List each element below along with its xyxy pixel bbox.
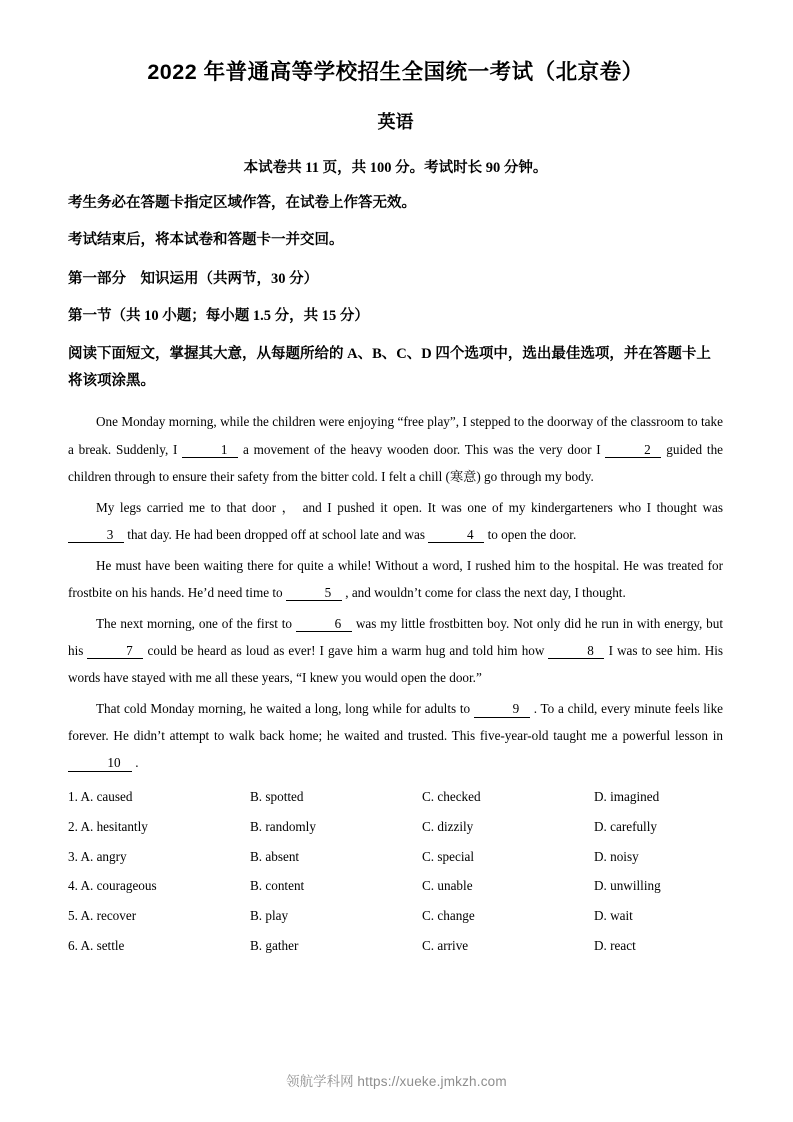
option-a[interactable]: 1. A. caused <box>68 789 133 805</box>
option-b[interactable]: B. play <box>250 908 289 924</box>
passage-text: He must have been waiting there for quite a while! Without a word, I rushed him to the hospital. He was treated for frostbite on his hands. He’d need time to <box>68 557 723 600</box>
page-title: 2022 年普通高等学校招生全国统一考试（北京卷） <box>147 60 644 84</box>
passage-text: , and wouldn’t come for class the next day, I thought. <box>345 584 626 600</box>
blank-6: 6 <box>296 617 352 633</box>
page-content <box>68 60 723 968</box>
option-d[interactable]: D. wait <box>594 908 633 924</box>
passage-text: that day. He had been dropped off at school late and was <box>127 526 426 542</box>
instruction-text: 阅读下面短文，掌握其大意，从每题所给的 A、B、C、D 四个选项中，选出最佳选项，并在答题卡上将该项涂黑。 <box>68 345 711 389</box>
option-d[interactable]: D. noisy <box>594 848 639 864</box>
passage-text: . To a child, every minute feels like forever. He didn’t attempt to walk back home; he waited and trusted. This five-year-old taught me a powerful lesson in <box>68 701 724 744</box>
passage-text: to open the door. <box>487 526 577 542</box>
question-row <box>68 909 723 922</box>
passage-text: I was to see him. His words have stayed with me all these years, “I knew you would open the door.” <box>68 642 724 686</box>
part-heading: 第一部分 知识运用（共两节，30 分） <box>68 270 319 287</box>
passage-text: guided the children through to ensure their safety from the bitter cold. I felt a chill (寒意) go through my body. <box>68 441 724 484</box>
question-row <box>68 790 723 803</box>
passage-paragraph-2 <box>68 494 723 548</box>
option-b[interactable]: B. gather <box>250 937 299 953</box>
option-a[interactable]: 4. A. courageous <box>68 878 157 894</box>
question-row <box>68 850 723 863</box>
option-a[interactable]: 5. A. recover <box>68 908 137 924</box>
options-list <box>68 790 723 952</box>
passage-paragraph-1 <box>68 408 723 489</box>
footer-brand: 领航学科网 <box>286 1074 354 1089</box>
exam-info-line: 本试卷共 11 页，共 100 分。考试时长 90 分钟。 <box>243 159 548 176</box>
option-a[interactable]: 6. A. settle <box>68 937 125 953</box>
option-b[interactable]: B. content <box>250 878 305 894</box>
option-d[interactable]: D. carefully <box>594 818 657 834</box>
option-c[interactable]: C. unable <box>422 878 473 894</box>
blank-8: 8 <box>548 644 604 660</box>
passage-text: . <box>135 755 139 771</box>
option-a[interactable]: 2. A. hesitantly <box>68 818 148 834</box>
question-row <box>68 820 723 833</box>
blank-3: 3 <box>68 528 124 544</box>
passage-text: The next morning, one of the first to <box>96 615 293 631</box>
blank-5: 5 <box>286 586 342 602</box>
question-row <box>68 939 723 952</box>
question-row <box>68 879 723 892</box>
option-d[interactable]: D. react <box>594 937 636 953</box>
subject-title: 英语 <box>377 111 414 132</box>
passage-text: My legs carried me to that door <box>96 499 276 515</box>
option-d[interactable]: D. unwilling <box>594 878 661 894</box>
option-c[interactable]: C. special <box>422 848 475 864</box>
page-footer <box>0 1070 793 1090</box>
notice-line-2: 考试结束后，将本试卷和答题卡一并交回。 <box>68 231 344 248</box>
blank-2: 2 <box>605 443 661 459</box>
option-b[interactable]: B. randomly <box>250 818 316 834</box>
blank-4: 4 <box>428 528 484 544</box>
passage-text: and I pushed it open. It was one of my kindergarteners who I thought was <box>302 499 724 515</box>
blank-1: 1 <box>182 443 238 459</box>
option-c[interactable]: C. dizzily <box>422 818 474 834</box>
option-a[interactable]: 3. A. angry <box>68 848 127 864</box>
passage-text: a movement of the heavy wooden door. This was the very door I <box>242 441 601 457</box>
passage-text: was my little frostbitten boy. Not only did he run in with energy, but his <box>68 615 724 658</box>
passage-paragraph-3 <box>68 552 723 606</box>
section-heading: 第一节（共 10 小题；每小题 1.5 分，共 15 分） <box>68 307 369 324</box>
passage-text: One Monday morning, while the children were enjoying “free play”, I stepped to the doorway of the classroom to take a break. Suddenly, I <box>68 414 723 457</box>
blank-7: 7 <box>87 644 143 660</box>
blank-10: 10 <box>68 756 132 772</box>
option-b[interactable]: B. absent <box>250 848 300 864</box>
passage-comma: ， <box>281 499 298 515</box>
option-c[interactable]: C. checked <box>422 789 481 805</box>
notice-line-1: 考生务必在答题卡指定区域作答，在试卷上作答无效。 <box>68 194 416 211</box>
option-d[interactable]: D. imagined <box>594 789 660 805</box>
blank-9: 9 <box>474 702 530 718</box>
passage-paragraph-4 <box>68 610 723 691</box>
passage-paragraph-5 <box>68 695 723 776</box>
option-c[interactable]: C. arrive <box>422 937 469 953</box>
footer-url: https://xueke.jmkzh.com <box>357 1074 507 1089</box>
option-c[interactable]: C. change <box>422 908 475 924</box>
passage-text: could be heard as loud as ever! I gave him a warm hug and told him how <box>147 642 545 658</box>
option-b[interactable]: B. spotted <box>250 789 304 805</box>
passage-text: That cold Monday morning, he waited a long, long while for adults to <box>96 701 471 717</box>
